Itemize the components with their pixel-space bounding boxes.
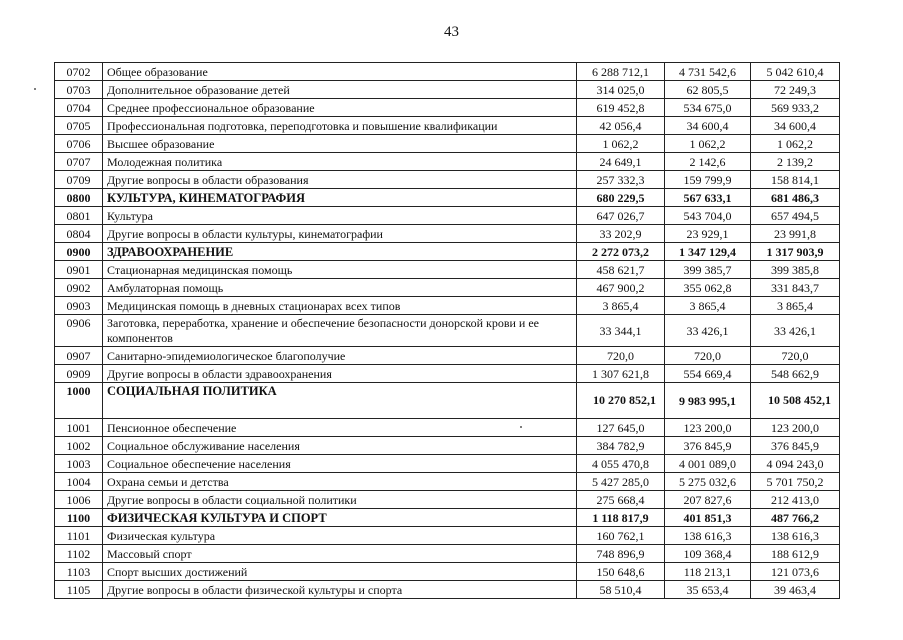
row-value-2: 23 929,1 [665,225,751,243]
row-name: Среднее профессиональное образование [103,99,577,117]
row-value-3: 4 094 243,0 [751,455,840,473]
row-code: 0709 [55,171,103,189]
row-name: Высшее образование [103,135,577,153]
row-code: 1006 [55,491,103,509]
row-value-3: 720,0 [751,347,840,365]
row-value-2: 159 799,9 [665,171,751,189]
row-value-3: 681 486,3 [751,189,840,207]
table-row [55,347,840,365]
section-row [55,509,840,527]
row-name: Санитарно-эпидемиологическое благополучие [103,347,577,365]
row-value-3: 10 508 452,1 [751,383,840,419]
row-value-3: 376 845,9 [751,437,840,455]
row-value-2: 1 062,2 [665,135,751,153]
row-value-2: 35 653,4 [665,581,751,599]
table-row [55,135,840,153]
row-value-2: 543 704,0 [665,207,751,225]
row-name: Спорт высших достижений [103,563,577,581]
row-value-1: 384 782,9 [577,437,665,455]
table-row [55,207,840,225]
row-code: 1003 [55,455,103,473]
row-code: 0706 [55,135,103,153]
scan-speck [34,88,36,90]
row-value-2: 399 385,7 [665,261,751,279]
row-name: Другие вопросы в области здравоохранения [103,365,577,383]
row-code: 1002 [55,437,103,455]
table-row [55,491,840,509]
table-row [55,171,840,189]
row-code: 1004 [55,473,103,491]
row-value-3: 548 662,9 [751,365,840,383]
table-row [55,581,840,599]
table-row [55,63,840,81]
row-value-2: 1 347 129,4 [665,243,751,261]
row-code: 0906 [55,315,103,347]
row-code: 0800 [55,189,103,207]
table-row [55,99,840,117]
row-value-3: 138 616,3 [751,527,840,545]
row-value-1: 160 762,1 [577,527,665,545]
row-code: 0703 [55,81,103,99]
row-value-3: 158 814,1 [751,171,840,189]
row-value-1: 1 307 621,8 [577,365,665,383]
row-name: Другие вопросы в области культуры, кинематографии [103,225,577,243]
row-value-2: 33 426,1 [665,315,751,347]
row-code: 1101 [55,527,103,545]
row-value-2: 9 983 995,1 [665,383,751,419]
row-value-2: 207 827,6 [665,491,751,509]
row-code: 0804 [55,225,103,243]
table-row [55,545,840,563]
row-value-3: 569 933,2 [751,99,840,117]
row-value-2: 5 275 032,6 [665,473,751,491]
row-value-1: 748 896,9 [577,545,665,563]
row-value-2: 3 865,4 [665,297,751,315]
row-value-3: 121 073,6 [751,563,840,581]
row-code: 0702 [55,63,103,81]
table-row [55,365,840,383]
row-name: Стационарная медицинская помощь [103,261,577,279]
row-value-1: 680 229,5 [577,189,665,207]
row-value-1: 58 510,4 [577,581,665,599]
row-value-1: 2 272 073,2 [577,243,665,261]
row-name: Другие вопросы в области образования [103,171,577,189]
row-code: 0707 [55,153,103,171]
table-row [55,527,840,545]
table-row [55,437,840,455]
row-value-3: 487 766,2 [751,509,840,527]
row-name: Молодежная политика [103,153,577,171]
row-value-2: 534 675,0 [665,99,751,117]
page-number: 43 [444,24,459,40]
row-value-3: 5 701 750,2 [751,473,840,491]
row-name: Физическая культура [103,527,577,545]
row-code: 1105 [55,581,103,599]
row-value-2: 4 001 089,0 [665,455,751,473]
row-value-1: 1 118 817,9 [577,509,665,527]
table-row [55,81,840,99]
row-value-3: 3 865,4 [751,297,840,315]
row-value-3: 123 200,0 [751,419,840,437]
row-code: 1100 [55,509,103,527]
row-value-1: 647 026,7 [577,207,665,225]
row-value-1: 4 055 470,8 [577,455,665,473]
row-value-2: 720,0 [665,347,751,365]
row-value-1: 619 452,8 [577,99,665,117]
row-value-2: 2 142,6 [665,153,751,171]
table-row [55,117,840,135]
row-name: СОЦИАЛЬНАЯ ПОЛИТИКА [103,383,577,419]
row-name: Охрана семьи и детства [103,473,577,491]
row-value-3: 23 991,8 [751,225,840,243]
row-value-1: 150 648,6 [577,563,665,581]
row-value-2: 118 213,1 [665,563,751,581]
row-name: Общее образование [103,63,577,81]
row-value-3: 331 843,7 [751,279,840,297]
row-name: Социальное обслуживание населения [103,437,577,455]
row-code: 1000 [55,383,103,419]
section-row [55,383,840,419]
row-code: 0900 [55,243,103,261]
row-name: Пенсионное обеспечение [103,419,577,437]
table-row [55,315,840,347]
row-value-2: 123 200,0 [665,419,751,437]
section-row [55,189,840,207]
table-row [55,297,840,315]
row-value-1: 33 202,9 [577,225,665,243]
row-value-3: 212 413,0 [751,491,840,509]
row-value-2: 109 368,4 [665,545,751,563]
section-row [55,243,840,261]
row-name: ФИЗИЧЕСКАЯ КУЛЬТУРА И СПОРТ [103,509,577,527]
row-code: 0903 [55,297,103,315]
row-name: Амбулаторная помощь [103,279,577,297]
row-code: 0901 [55,261,103,279]
row-value-2: 401 851,3 [665,509,751,527]
row-value-2: 554 669,4 [665,365,751,383]
row-value-2: 4 731 542,6 [665,63,751,81]
row-value-1: 275 668,4 [577,491,665,509]
row-name: Медицинская помощь в дневных стационарах всех типов [103,297,577,315]
row-value-2: 138 616,3 [665,527,751,545]
row-value-3: 399 385,8 [751,261,840,279]
row-value-1: 127 645,0 [577,419,665,437]
row-value-1: 3 865,4 [577,297,665,315]
table-row [55,563,840,581]
row-name: ЗДРАВООХРАНЕНИЕ [103,243,577,261]
row-value-1: 467 900,2 [577,279,665,297]
row-value-2: 34 600,4 [665,117,751,135]
row-name: Другие вопросы в области физической культуры и спорта [103,581,577,599]
row-value-1: 720,0 [577,347,665,365]
row-value-3: 2 139,2 [751,153,840,171]
row-value-1: 1 062,2 [577,135,665,153]
budget-table [54,62,840,599]
row-value-1: 6 288 712,1 [577,63,665,81]
row-value-3: 72 249,3 [751,81,840,99]
table-row [55,261,840,279]
row-value-1: 10 270 852,1 [577,383,665,419]
row-value-3: 5 042 610,4 [751,63,840,81]
table-row [55,153,840,171]
row-value-3: 188 612,9 [751,545,840,563]
table-row [55,279,840,297]
row-value-1: 24 649,1 [577,153,665,171]
row-value-1: 458 621,7 [577,261,665,279]
row-value-3: 1 317 903,9 [751,243,840,261]
row-name: Профессиональная подготовка, переподготовка и повышение квалификации [103,117,577,135]
row-code: 0902 [55,279,103,297]
table-row [55,455,840,473]
row-name: Социальное обеспечение населения [103,455,577,473]
row-value-1: 42 056,4 [577,117,665,135]
table-row [55,473,840,491]
row-value-2: 376 845,9 [665,437,751,455]
row-value-1: 257 332,3 [577,171,665,189]
row-code: 0704 [55,99,103,117]
row-name: Заготовка, переработка, хранение и обеспечение безопасности донорской крови и ее компонентов [103,315,577,347]
row-value-3: 33 426,1 [751,315,840,347]
row-code: 0705 [55,117,103,135]
row-value-2: 62 805,5 [665,81,751,99]
row-value-2: 355 062,8 [665,279,751,297]
row-name: Массовый спорт [103,545,577,563]
row-name: Дополнительное образование детей [103,81,577,99]
row-name: Культура [103,207,577,225]
row-code: 1103 [55,563,103,581]
row-value-3: 39 463,4 [751,581,840,599]
row-value-1: 5 427 285,0 [577,473,665,491]
row-name: Другие вопросы в области социальной политики [103,491,577,509]
row-code: 0909 [55,365,103,383]
row-value-3: 34 600,4 [751,117,840,135]
row-code: 0801 [55,207,103,225]
row-value-1: 314 025,0 [577,81,665,99]
table-row [55,225,840,243]
row-code: 1001 [55,419,103,437]
row-value-2: 567 633,1 [665,189,751,207]
row-name: КУЛЬТУРА, КИНЕМАТОГРАФИЯ [103,189,577,207]
row-value-3: 657 494,5 [751,207,840,225]
row-code: 1102 [55,545,103,563]
row-code: 0907 [55,347,103,365]
table-row [55,419,840,437]
row-value-3: 1 062,2 [751,135,840,153]
row-value-1: 33 344,1 [577,315,665,347]
